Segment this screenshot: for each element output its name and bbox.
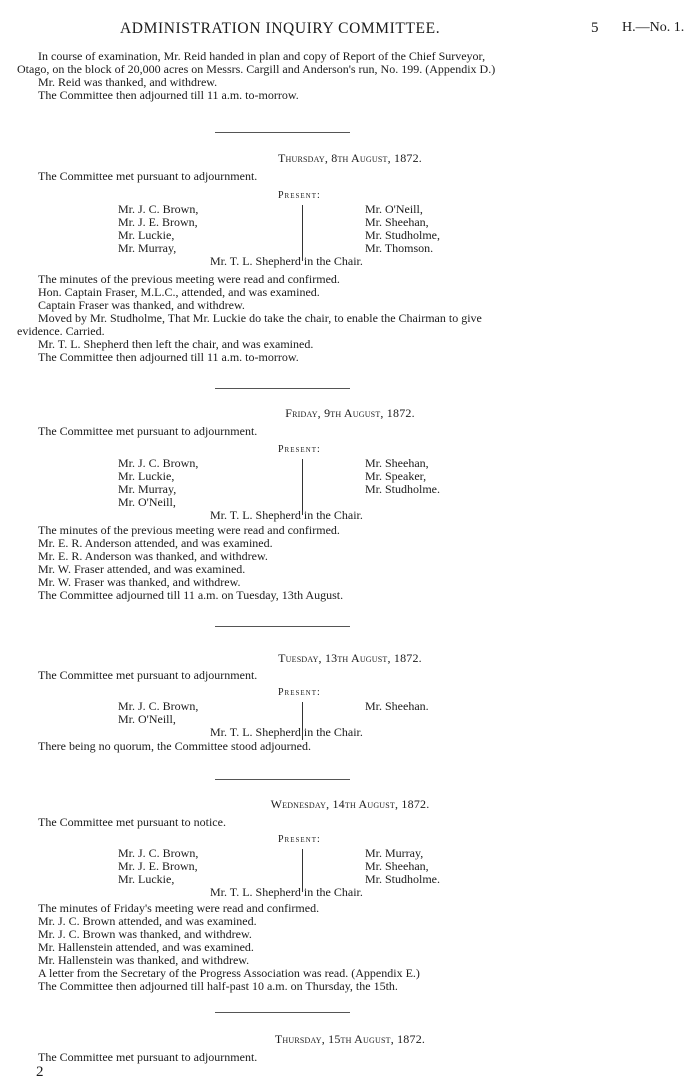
proceeding-line: A letter from the Secretary of the Progress Association was read. (Appendix E.) [38,966,420,980]
member-right: Mr. O'Neill, [365,202,423,216]
section-divider [215,388,350,389]
proceeding-line: Mr. J. C. Brown attended, and was examined. [38,914,257,928]
section-divider [215,779,350,780]
meeting-date: Friday, 9th August, 1872. [285,406,415,420]
attendance-divider [302,459,303,515]
proceeding-line: Captain Fraser was thanked, and withdrew. [38,298,245,312]
attendance-divider [302,205,303,261]
page-number: 5 [591,20,599,36]
member-left: Mr. J. E. Brown, [118,859,198,873]
signature-mark: 2 [36,1064,44,1080]
chair-line: Mr. T. L. Shepherd in the Chair. [210,254,363,268]
member-left: Mr. J. C. Brown, [118,456,199,470]
member-right: Mr. Studholme. [365,872,441,886]
present-label: Present: [278,834,321,845]
member-left: Mr. Luckie, [118,872,175,886]
intro-line: In course of examination, Mr. Reid handed in plan and copy of Report of the Chief Surveyor, [38,49,486,63]
proceeding-line: The minutes of Friday's meeting were read and confirmed. [38,901,320,915]
proceeding-line: The Committee then adjourned till half-past 10 a.m. on Thursday, the 15th. [38,979,398,993]
chair-line: Mr. T. L. Shepherd in the Chair. [210,725,363,739]
member-left: Mr. J. C. Brown, [118,699,199,713]
member-left: Mr. Luckie, [118,469,175,483]
chair-line: Mr. T. L. Shepherd in the Chair. [210,508,363,522]
proceeding-line: evidence. Carried. [17,324,105,338]
proceeding-line: The Committee then adjourned till 11 a.m. to-morrow. [38,350,299,364]
meeting-date: Tuesday, 13th August, 1872. [278,651,422,665]
meeting-opening: The Committee met pursuant to adjournment. [38,169,258,183]
proceeding-line: Mr. Hallenstein was thanked, and withdrew. [38,953,250,967]
proceeding-line: Hon. Captain Fraser, M.L.C., attended, and was examined. [38,285,320,299]
intro-line: The Committee then adjourned till 11 a.m. to-morrow. [38,88,299,102]
proceeding-line: Mr. T. L. Shepherd then left the chair, and was examined. [38,337,314,351]
proceeding-line: The minutes of the previous meeting were read and confirmed. [38,272,340,286]
member-right: Mr. Speaker, [365,469,427,483]
member-right: Mr. Studholme, [365,228,441,242]
proceeding-line: Mr. E. R. Anderson attended, and was examined. [38,536,273,550]
meeting-opening: The Committee met pursuant to adjournment. [38,424,258,438]
member-left: Mr. J. C. Brown, [118,202,199,216]
member-right: Mr. Sheehan, [365,456,429,470]
chair-line: Mr. T. L. Shepherd in the Chair. [210,885,363,899]
proceeding-line: The Committee adjourned till 11 a.m. on Tuesday, 13th August. [38,588,344,602]
member-right: Mr. Thomson. [365,241,434,255]
member-left: Mr. Murray, [118,482,177,496]
proceeding-line: Mr. J. C. Brown was thanked, and withdrew. [38,927,252,941]
member-left: Mr. J. E. Brown, [118,215,198,229]
proceeding-line: Mr. W. Fraser attended, and was examined. [38,562,246,576]
running-title: ADMINISTRATION INQUIRY COMMITTEE. [120,20,441,37]
member-left: Mr. Luckie, [118,228,175,242]
section-divider [215,132,350,133]
meeting-opening: The Committee met pursuant to notice. [38,815,226,829]
proceeding-line: The minutes of the previous meeting were read and confirmed. [38,523,340,537]
present-label: Present: [278,444,321,455]
proceeding-line: There being no quorum, the Committee stood adjourned. [38,739,311,753]
meeting-date: Thursday, 15th August, 1872. [274,1032,426,1046]
member-left: Mr. O'Neill, [118,712,176,726]
member-left: Mr. O'Neill, [118,495,176,509]
member-right: Mr. Studholme. [365,482,441,496]
member-left: Mr. Murray, [118,241,177,255]
proceeding-line: Mr. W. Fraser was thanked, and withdrew. [38,575,241,589]
member-right: Mr. Sheehan, [365,215,429,229]
section-divider [215,1012,350,1013]
proceeding-line: Moved by Mr. Studholme, That Mr. Luckie do take the chair, to enable the Chairman to give [38,311,482,325]
proceeding-line: Mr. E. R. Anderson was thanked, and withdrew. [38,549,268,563]
member-right: Mr. Sheehan, [365,859,429,873]
member-left: Mr. J. C. Brown, [118,846,199,860]
present-label: Present: [278,687,321,698]
member-right: Mr. Murray, [365,846,424,860]
page-header [0,20,700,42]
section-divider [215,626,350,627]
intro-line: Otago, on the block of 20,000 acres on Messrs. Cargill and Anderson's run, No. 199. (Appendix D.) [17,62,496,76]
meeting-opening: The Committee met pursuant to adjournment. [38,668,258,682]
member-right: Mr. Sheehan. [365,699,429,713]
paper-reference: H.—No. 1. [622,20,685,35]
meeting-date: Wednesday, 14th August, 1872. [270,797,430,811]
proceeding-line: Mr. Hallenstein attended, and was examined. [38,940,254,954]
meeting-date: Thursday, 8th August, 1872. [277,151,423,165]
present-label: Present: [278,190,321,201]
intro-line: Mr. Reid was thanked, and withdrew. [38,75,218,89]
meeting-opening: The Committee met pursuant to adjournment. [38,1050,258,1064]
